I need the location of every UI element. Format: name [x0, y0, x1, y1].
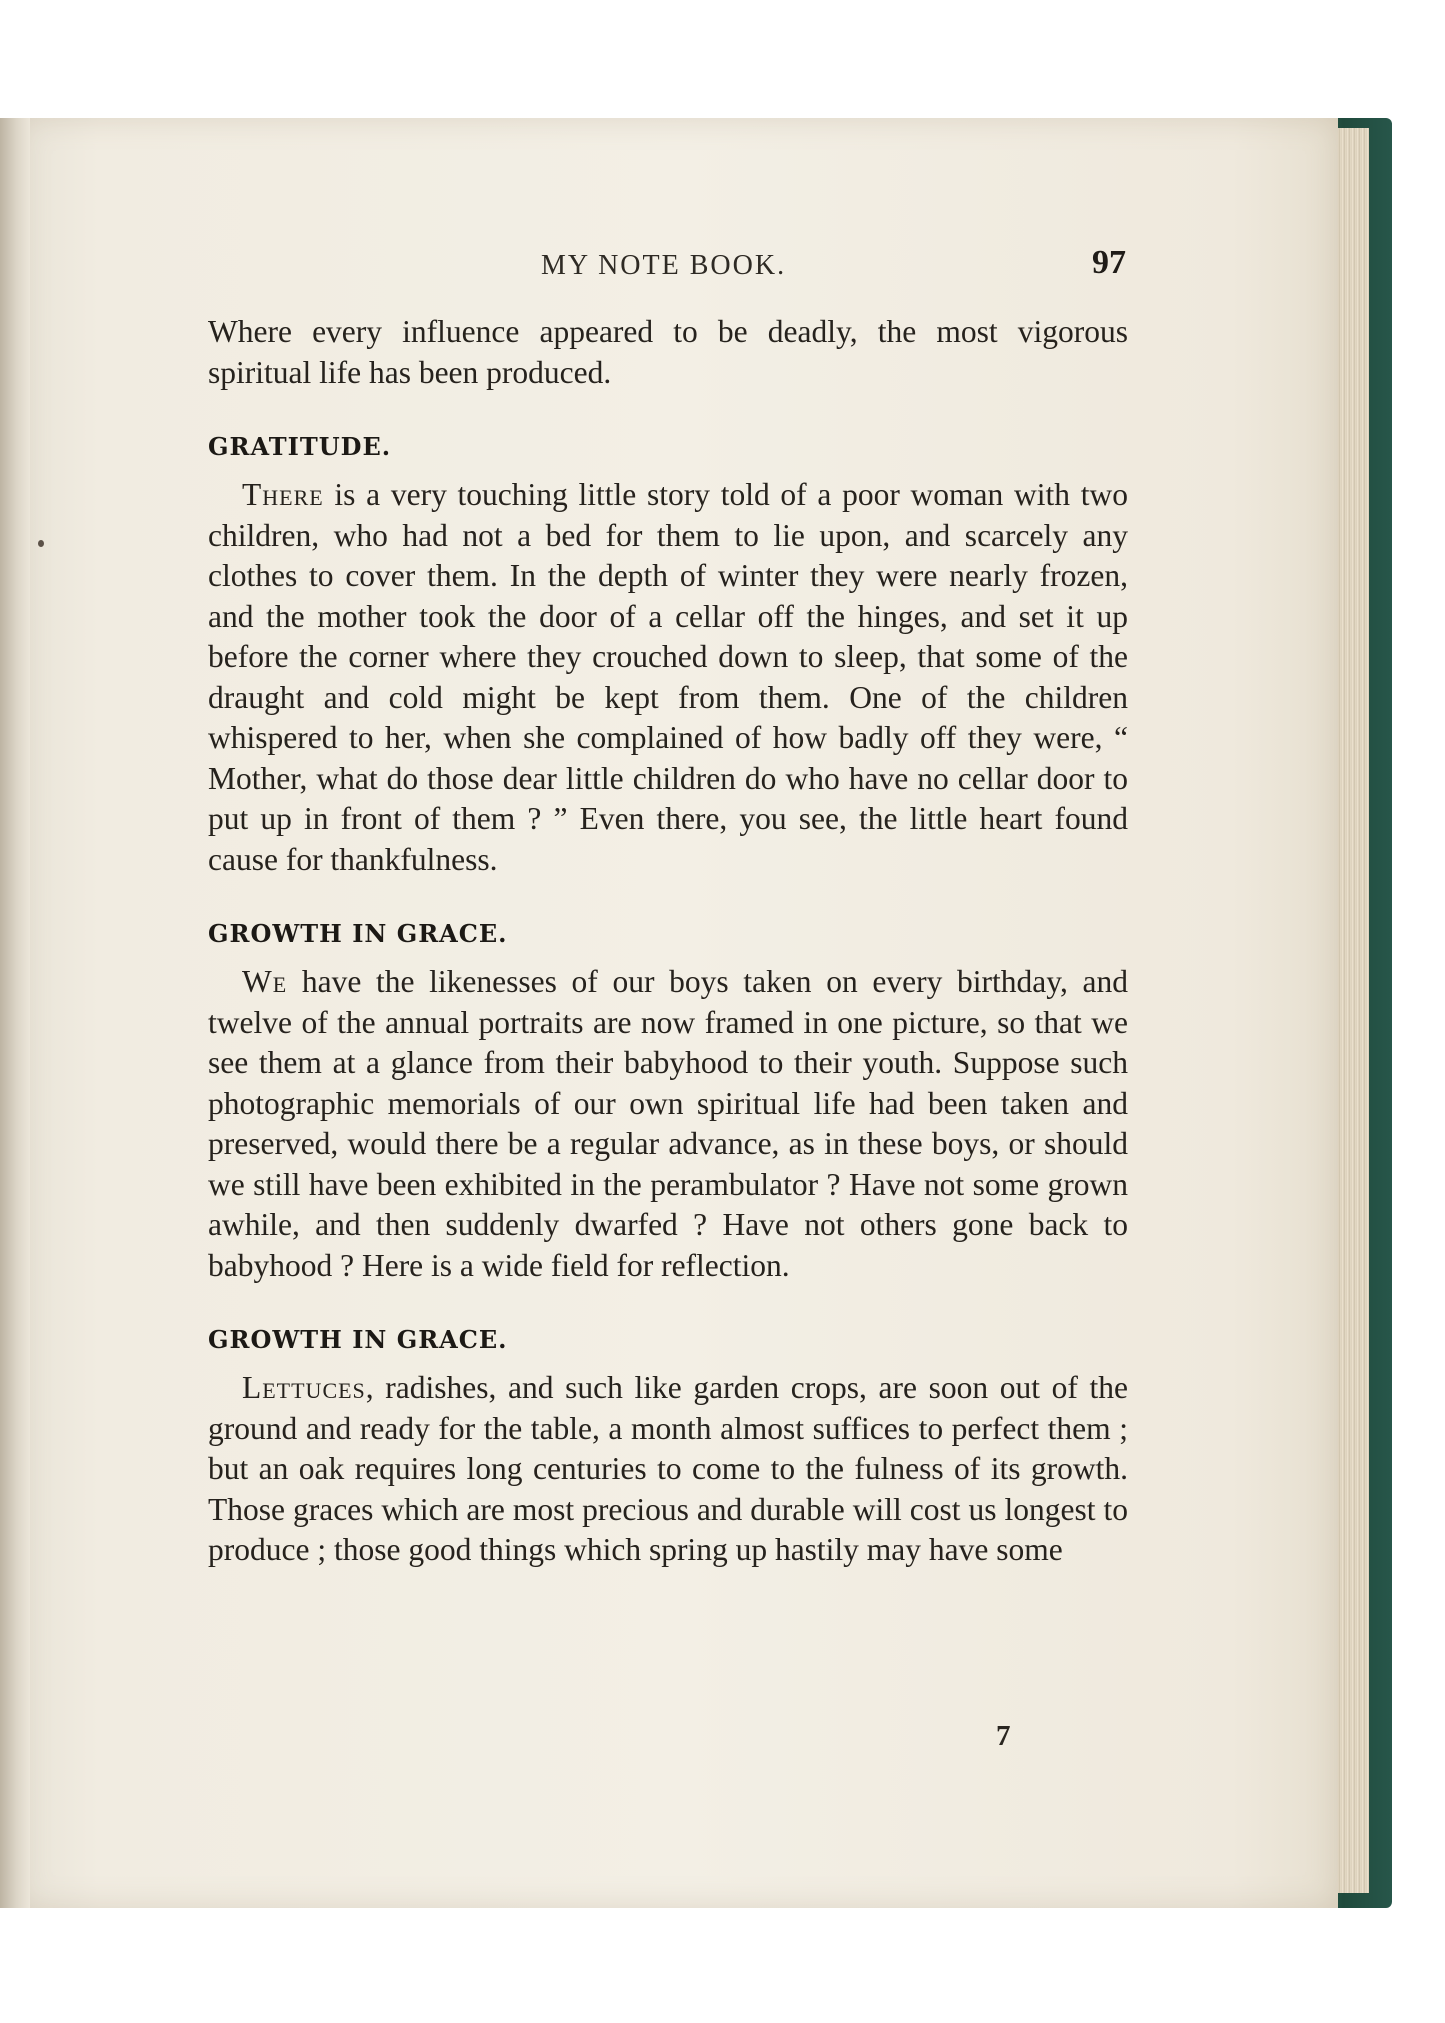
- section-paragraph: [208, 475, 1128, 880]
- page-gutter: [0, 118, 30, 1908]
- paragraph-body: , radishes, and such like garden crops, are soon out of the ground and ready for the table, a month almost suffices to perfect them ; but an oak requires long centuries to come to the fulness of its growth. Those graces which are most precious and durable will cost us longest to produce ; those good things which spring up hastily may have some: [208, 1370, 1128, 1567]
- text-block: [208, 312, 1128, 1571]
- paragraph-body: is a very touching little story told of a poor woman with two children, who had not a bed for them to lie upon, and scarcely any clothes to cover them. In the depth of winter they were nearly frozen, and the mother took the door of a cellar off the hinges, and set it up before the corner where they crouched down to sleep, that some of the draught and cold might be kept from them. One of the children whispered to her, when she complained of how badly off they were, “ Mother, what do those dear little children do who have no cellar door to put up in front of them ? ” Even there, you see, the little heart found cause for thankfulness.: [208, 477, 1128, 877]
- paragraph-body: have the likenesses of our boys taken on every birthday, and twelve of the annual portraits are now framed in one picture, so that we see them at a glance from their babyhood to their youth. Suppose such photographic memorials of our own spiritual life had been taken and preserved, would there be a regular advance, as in these boys, or should we still have been exhibited in the perambulator ? Have not some grown awhile, and then suddenly dwarfed ? Have not others gone back to babyhood ? Here is a wide field for reflection.: [208, 964, 1128, 1283]
- running-title: MY NOTE BOOK.: [541, 250, 787, 281]
- page-header: [0, 244, 1445, 290]
- page-number: 97: [1092, 244, 1126, 281]
- section-heading: GRATITUDE.: [208, 432, 392, 461]
- opening-paragraph: Where every influence appeared to be deadly, the most vigorous spiritual life has been produced.: [208, 314, 1128, 390]
- section-paragraph: [208, 1368, 1128, 1571]
- ink-speck: [38, 540, 44, 547]
- lead-word: There: [242, 477, 324, 512]
- signature-mark: 7: [996, 1720, 1011, 1752]
- section-heading: GROWTH IN GRACE.: [208, 1325, 508, 1354]
- section-heading: GROWTH IN GRACE.: [208, 919, 508, 948]
- section-paragraph: [208, 962, 1128, 1286]
- lead-word: Lettuces: [242, 1370, 366, 1405]
- lead-word: We: [242, 964, 288, 999]
